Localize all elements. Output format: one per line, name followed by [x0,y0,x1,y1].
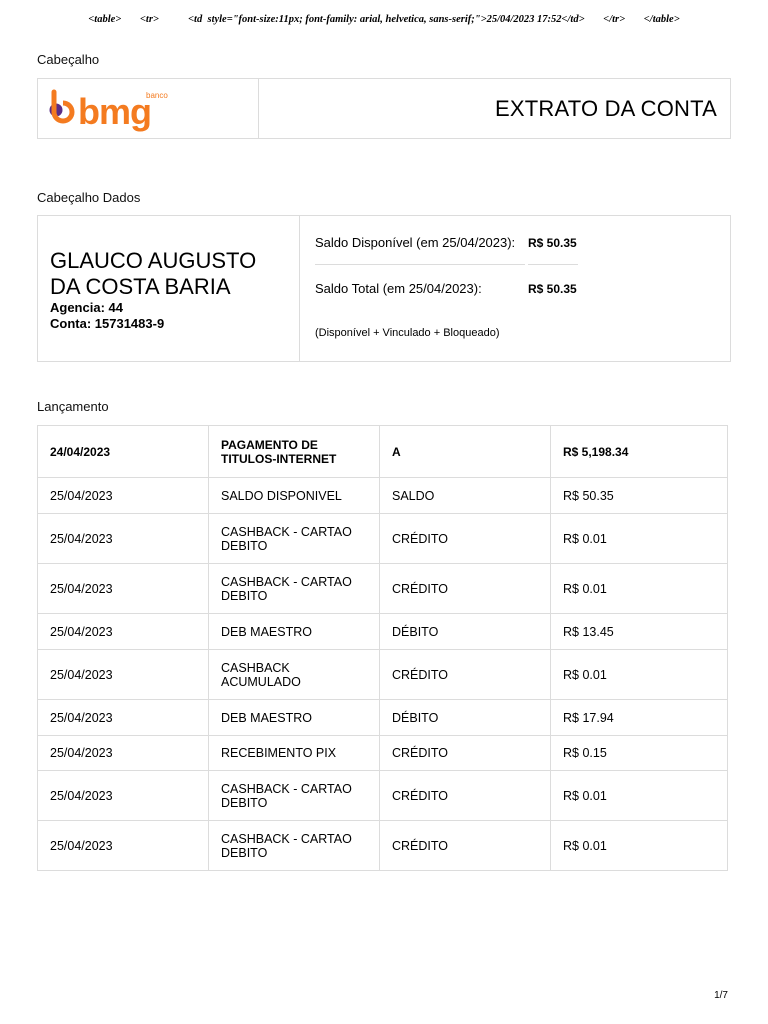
section-title-header: Cabeçalho [37,52,100,67]
table-row [38,736,728,771]
row-date: 25/04/2023 [38,614,209,650]
row-date: 25/04/2023 [38,736,209,771]
available-balance-label: Saldo Disponível (em 25/04/2023): [315,235,516,250]
header-date: 24/04/2023 [38,426,209,478]
row-type: CRÉDITO [380,821,551,871]
row-date: 25/04/2023 [38,564,209,614]
document-title: EXTRATO DA CONTA [494,95,717,121]
table-row [38,821,728,871]
client-cell [38,216,300,361]
row-amount: R$ 0.01 [551,821,728,871]
table-row [38,650,728,700]
page-number: 1/7 [714,990,728,1001]
row-date: 25/04/2023 [38,478,209,514]
balance-note: (Disponível + Vinculado + Bloqueado) [315,327,500,339]
row-description: CASHBACK - CARTAO DEBITO [209,514,380,564]
table-row [38,564,728,614]
row-amount: R$ 0.01 [551,514,728,564]
table-header-row [38,426,728,478]
row-description: DEB MAESTRO [209,700,380,736]
row-date: 25/04/2023 [38,650,209,700]
row-amount: R$ 50.35 [551,478,728,514]
logo-brand-text: bmg [78,91,151,132]
balance-separator [315,264,525,265]
row-date: 25/04/2023 [38,771,209,821]
header-description: PAGAMENTO DE TITULOS-INTERNET [209,426,380,478]
table-row [38,771,728,821]
logo-cell [38,79,259,138]
balance-separator [528,264,578,265]
section-title-data: Cabeçalho Dados [37,190,141,205]
row-date: 25/04/2023 [38,821,209,871]
header-amount: R$ 5,198.34 [551,426,728,478]
table-row [38,478,728,514]
table-row [38,614,728,650]
balance-cell [300,216,730,361]
header-type: A [380,426,551,478]
row-type: CRÉDITO [380,514,551,564]
row-type: CRÉDITO [380,650,551,700]
row-description: CASHBACK - CARTAO DEBITO [209,564,380,614]
transactions-table [37,425,728,871]
row-amount: R$ 17.94 [551,700,728,736]
data-box [37,215,731,362]
row-amount: R$ 0.01 [551,650,728,700]
raw-html-header: <table>  <tr>  <td style="font-size:11px; font-family: arial, helvetica, sans-serif;">25/04/2023 17:52</td>  </tr>  </table> [88,14,680,25]
row-description: CASHBACK ACUMULADO [209,650,380,700]
client-account: Conta: 15731483-9 [50,316,165,331]
client-agency: Agencia: 44 [50,300,123,315]
table-row [38,514,728,564]
title-cell [259,79,730,138]
row-date: 25/04/2023 [38,514,209,564]
table-row [38,700,728,736]
client-name-line2: DA COSTA BARIA [50,274,231,299]
bmg-logo-icon [48,88,188,132]
row-description: SALDO DISPONIVEL [209,478,380,514]
row-amount: R$ 0.01 [551,564,728,614]
row-description: DEB MAESTRO [209,614,380,650]
section-title-entries: Lançamento [37,399,109,414]
logo-banco-text: banco [146,91,168,100]
row-amount: R$ 13.45 [551,614,728,650]
row-type: CRÉDITO [380,771,551,821]
row-date: 25/04/2023 [38,700,209,736]
header-box [37,78,731,139]
row-description: CASHBACK - CARTAO DEBITO [209,771,380,821]
row-amount: R$ 0.01 [551,771,728,821]
row-description: RECEBIMENTO PIX [209,736,380,771]
row-type: DÉBITO [380,700,551,736]
row-description: CASHBACK - CARTAO DEBITO [209,821,380,871]
client-name-line1: GLAUCO AUGUSTO [50,248,257,273]
available-balance-value: R$ 50.35 [528,236,577,250]
row-type: CRÉDITO [380,564,551,614]
total-balance-label: Saldo Total (em 25/04/2023): [315,281,482,296]
row-type: SALDO [380,478,551,514]
row-amount: R$ 0.15 [551,736,728,771]
row-type: DÉBITO [380,614,551,650]
row-type: CRÉDITO [380,736,551,771]
total-balance-value: R$ 50.35 [528,282,577,296]
